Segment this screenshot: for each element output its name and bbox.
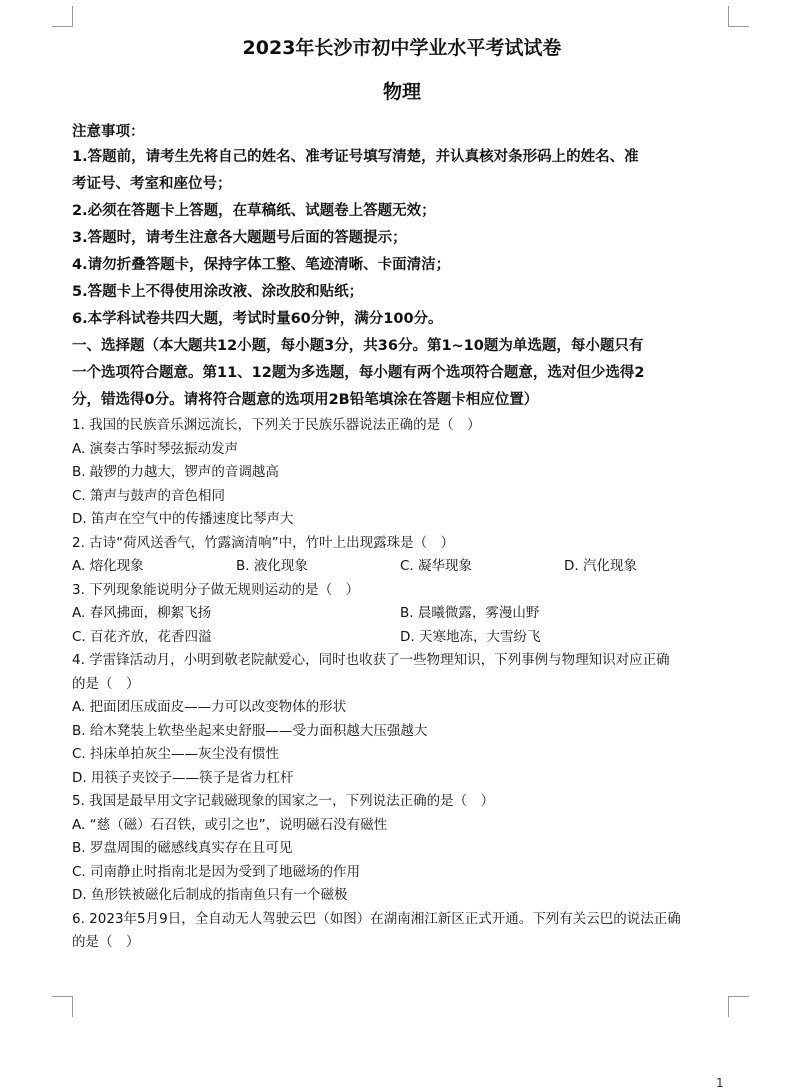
notice-line: 考证号、考室和座位号； xyxy=(72,176,232,192)
question-1-option: B. 敲锣的力越大，锣声的音调越高 xyxy=(72,464,279,480)
question-3-option: A. 春风拂面，柳絮飞扬 xyxy=(72,605,212,621)
notice-line: 5.答题卡上不得使用涂改液、涂改胶和贴纸； xyxy=(72,284,364,300)
question-2-option: C. 凝华现象 xyxy=(400,558,473,574)
question-4-option: C. 抖床单拍灰尘——灰尘没有惯性 xyxy=(72,746,280,762)
exam-page xyxy=(72,28,732,955)
question-5-option: D. 鱼形铁被磁化后制成的指南鱼只有一个磁极 xyxy=(72,887,348,903)
question-1-option: C. 箫声与鼓声的音色相同 xyxy=(72,487,226,504)
page-number: 1 xyxy=(716,1076,724,1090)
notice-line: 1.答题前，请考生先将自己的姓名、准考证号填写清楚，并认真核对条形码上的姓名、准 xyxy=(72,149,639,165)
section-instructions: 一、选择题（本大题共12小题，每小题3分，共36分。第1~10题为单选题，每小题只有 xyxy=(72,338,644,354)
notice-line: 6.本学科试卷共四大题，考试时量60分钟，满分100分。 xyxy=(72,311,443,327)
question-3-option: C. 百花齐放，花香四溢 xyxy=(72,628,212,645)
question-5-option: B. 罗盘周围的磁感线真实存在且可见 xyxy=(72,840,293,856)
question-2-stem: 2. 古诗“荷风送香气，竹露滴清响”中，竹叶上出现露珠是（ ） xyxy=(72,534,455,551)
crop-mark-bottom-right xyxy=(728,996,749,1017)
question-4-option: A. 把面团压成面皮——力可以改变物体的形状 xyxy=(72,699,347,715)
notice-line: 4.请勿折叠答题卡，保持字体工整、笔迹清晰、卡面清洁； xyxy=(72,257,451,273)
question-2-option: B. 液化现象 xyxy=(236,558,308,574)
question-1-stem: 1. 我国的民族音乐渊远流长，下列关于民族乐器说法正确的是（ ） xyxy=(72,417,481,433)
question-6-stem: 6. 2023年5月9日，全自动无人驾驶云巴（如图）在湖南湘江新区正式开通。下列有关云巴的说法正确 xyxy=(72,910,681,927)
notice-line: 3.答题时，请考生注意各大题题号后面的答题提示； xyxy=(72,230,407,246)
question-3-option: D. 天寒地冻，大雪纷飞 xyxy=(400,628,541,645)
question-3-options xyxy=(72,626,732,650)
notice-heading: 注意事项： xyxy=(72,124,145,140)
question-3-stem: 3. 下列现象能说明分子做无规则运动的是（ ） xyxy=(72,581,360,598)
question-5-stem: 5. 我国是最早用文字记载磁现象的国家之一，下列说法正确的是（ ） xyxy=(72,793,495,809)
question-3-options xyxy=(72,602,732,626)
question-6-stem: 的是（ ） xyxy=(72,934,140,950)
question-1-option: D. 笛声在空气中的传播速度比琴声大 xyxy=(72,511,294,527)
question-2-options xyxy=(72,555,732,579)
section-instructions: 一个选项符合题意。第11、12题为多选题，每小题有两个选项符合题意，选对但少选得2 xyxy=(72,365,645,381)
subject-title: 物理 xyxy=(382,81,421,103)
question-4-stem: 的是（ ） xyxy=(72,675,140,692)
question-2-option: D. 汽化现象 xyxy=(564,558,637,574)
notice-line: 2.必须在答题卡上答题，在草稿纸、试题卷上答题无效； xyxy=(72,203,436,219)
crop-mark-top-right xyxy=(728,6,749,27)
question-4-stem: 4. 学雷锋活动月，小明到敬老院献爱心，同时也收获了一些物理知识，下列事例与物理知识对应正确 xyxy=(72,652,670,668)
crop-mark-top-left xyxy=(52,6,73,27)
question-2-option: A. 熔化现象 xyxy=(72,558,144,574)
section-instructions: 分，错选得0分。请将符合题意的选项用2B铅笔填涂在答题卡相应位置） xyxy=(72,392,539,408)
question-4-option: D. 用筷子夹饺子——筷子是省力杠杆 xyxy=(72,769,294,786)
question-4-option: B. 给木凳装上软垫坐起来史舒服——受力面积越大压强越大 xyxy=(72,722,428,739)
exam-title: 2023年长沙市初中学业水平考试试卷 xyxy=(242,37,562,59)
question-5-option: A. “慈（磁）石召铁，或引之也”，说明磁石没有磁性 xyxy=(72,816,388,833)
crop-mark-bottom-left xyxy=(52,996,73,1017)
question-3-option: B. 晨曦微露，雾漫山野 xyxy=(400,605,540,621)
question-5-option: C. 司南静止时指南北是因为受到了地磁场的作用 xyxy=(72,863,361,880)
question-1-option: A. 演奏古筝时琴弦振动发声 xyxy=(72,440,239,457)
